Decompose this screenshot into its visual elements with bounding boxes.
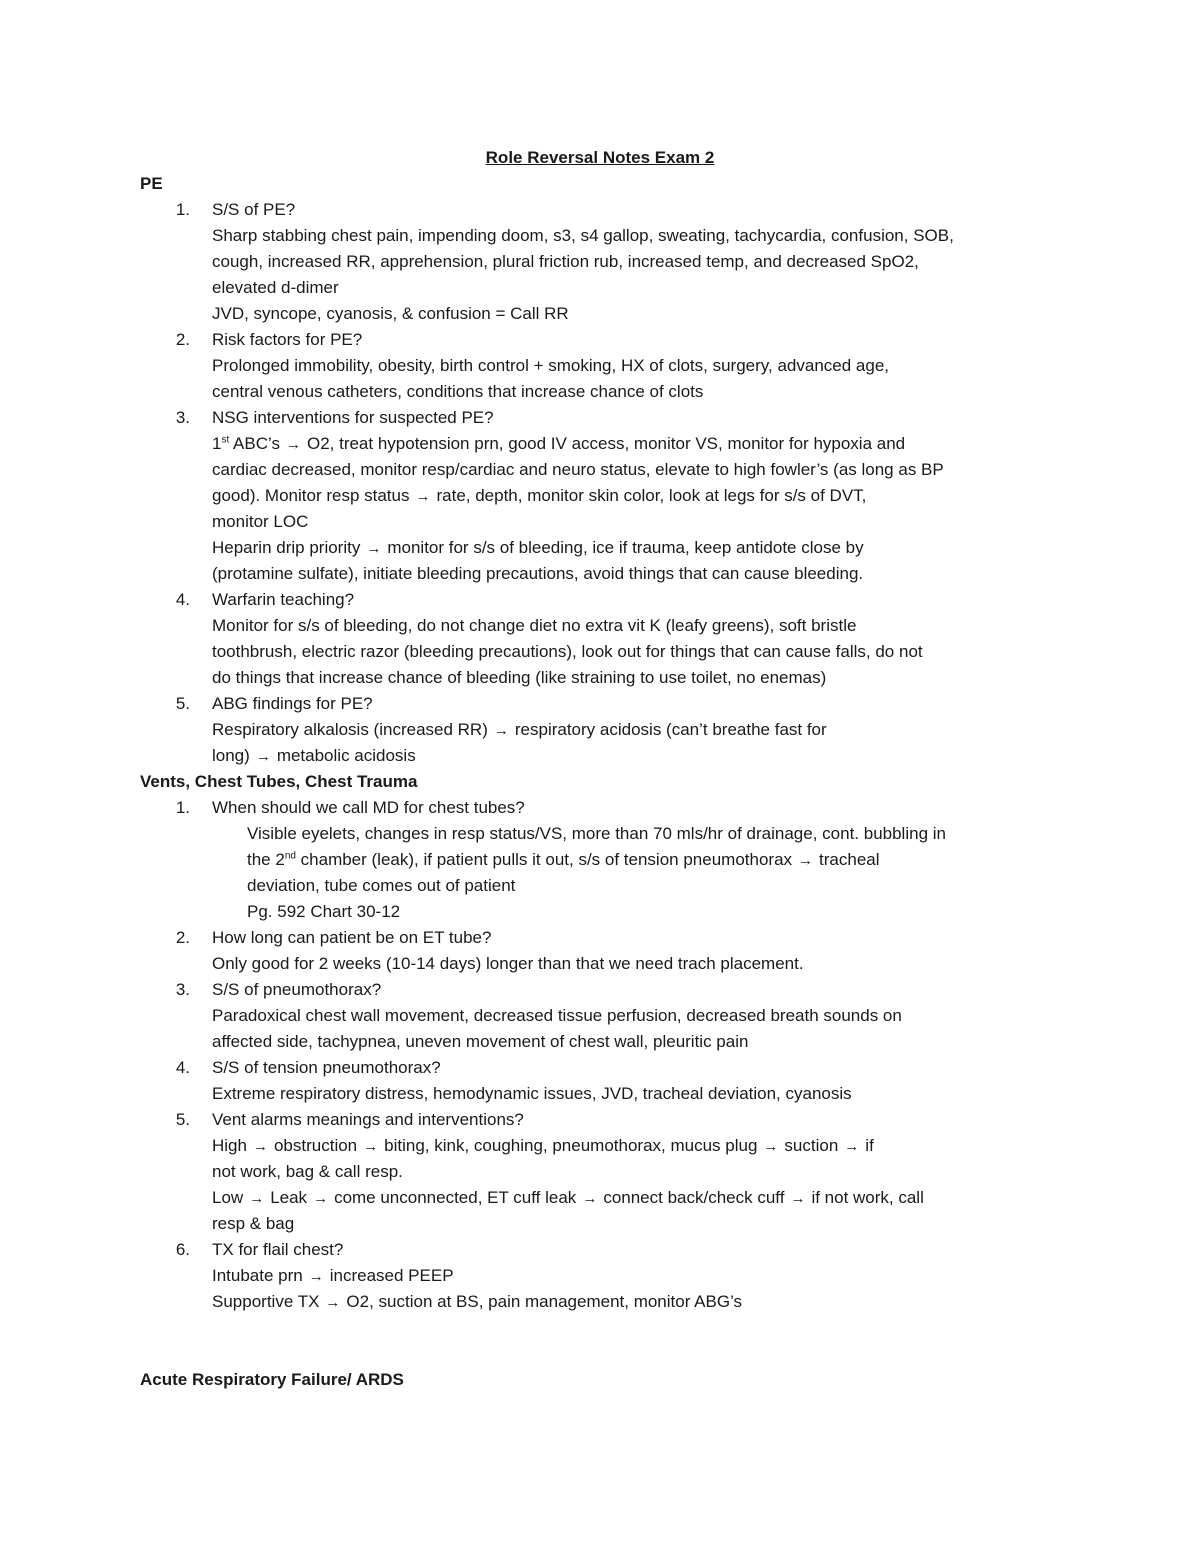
arrow-right-icon: → (844, 1138, 860, 1155)
answer-line: cough, increased RR, apprehension, plural friction rub, increased temp, and decreased SpO2, (212, 252, 919, 271)
answer-line: Paradoxical chest wall movement, decreased tissue perfusion, decreased breath sounds on (212, 1006, 902, 1025)
answer-line: JVD, syncope, cyanosis, & confusion = Call RR (212, 304, 569, 323)
answer-line: elevated d-dimer (212, 278, 339, 297)
arrow-right-icon: → (249, 1190, 265, 1207)
arrow-right-icon: → (366, 540, 382, 557)
answer-line: Respiratory alkalosis (increased RR) → respiratory acidosis (can’t breathe fast for (212, 717, 827, 743)
arrow-right-icon: → (763, 1138, 779, 1155)
list-item-number: 6. (175, 1240, 190, 1259)
list-item-number: 4. (175, 1058, 190, 1077)
arrow-right-icon: → (252, 1138, 268, 1155)
question-text: Vent alarms meanings and interventions? (212, 1110, 524, 1129)
arrow-right-icon: → (308, 1268, 324, 1285)
list-item-number: 2. (175, 928, 190, 947)
answer-line: central venous catheters, conditions that increase chance of clots (212, 382, 704, 401)
arrow-right-icon: → (325, 1294, 341, 1311)
answer-line: Heparin drip priority → monitor for s/s of bleeding, ice if trauma, keep antidote close by (212, 535, 864, 561)
answer-line: (protamine sulfate), initiate bleeding precautions, avoid things that can cause bleeding. (212, 564, 864, 583)
page-title: Role Reversal Notes Exam 2 (485, 148, 715, 167)
answer-line: affected side, tachypnea, uneven movement of chest wall, pleuritic pain (212, 1032, 749, 1051)
answer-line: Only good for 2 weeks (10-14 days) longer than that we need trach placement. (212, 954, 804, 973)
list-item-number: 3. (175, 980, 190, 999)
answer-line: the 2nd chamber (leak), if patient pulls it out, s/s of tension pneumothorax → tracheal (247, 847, 880, 873)
arrow-right-icon: → (582, 1190, 598, 1207)
arrow-right-icon: → (285, 436, 301, 453)
arrow-right-icon: → (415, 488, 431, 505)
answer-line: High → obstruction → biting, kink, coughing, pneumothorax, mucus plug → suction → if (212, 1133, 874, 1159)
answer-line: deviation, tube comes out of patient (247, 876, 516, 895)
answer-line: Prolonged immobility, obesity, birth control + smoking, HX of clots, surgery, advanced age, (212, 356, 890, 375)
answer-line: not work, bag & call resp. (212, 1162, 403, 1181)
answer-line: Low → Leak → come unconnected, ET cuff leak → connect back/check cuff → if not work, call (212, 1185, 924, 1211)
question-text: Risk factors for PE? (212, 330, 363, 349)
answer-line: Monitor for s/s of bleeding, do not change diet no extra vit K (leafy greens), soft bristle (212, 616, 857, 635)
arrow-right-icon: → (313, 1190, 329, 1207)
arrow-right-icon: → (255, 748, 271, 765)
section-heading-ards: Acute Respiratory Failure/ ARDS (140, 1370, 404, 1389)
arrow-right-icon: → (790, 1190, 806, 1207)
arrow-right-icon: → (363, 1138, 379, 1155)
list-item-number: 3. (175, 408, 190, 427)
list-item-number: 1. (175, 200, 190, 219)
answer-line: Visible eyelets, changes in resp status/VS, more than 70 mls/hr of drainage, cont. bubbling in (247, 824, 946, 843)
answer-line: resp & bag (212, 1214, 295, 1233)
question-text: Warfarin teaching? (212, 590, 355, 609)
question-text: TX for flail chest? (212, 1240, 344, 1259)
answer-line: Pg. 592 Chart 30-12 (247, 902, 401, 921)
question-text: When should we call MD for chest tubes? (212, 798, 525, 817)
arrow-right-icon: → (493, 722, 509, 739)
answer-line: Supportive TX → O2, suction at BS, pain management, monitor ABG’s (212, 1289, 742, 1315)
question-text: NSG interventions for suspected PE? (212, 408, 494, 427)
answer-line: monitor LOC (212, 512, 309, 531)
answer-line: Extreme respiratory distress, hemodynamic issues, JVD, tracheal deviation, cyanosis (212, 1084, 852, 1103)
answer-line: long) → metabolic acidosis (212, 743, 416, 769)
question-text: S/S of tension pneumothorax? (212, 1058, 441, 1077)
answer-line: good). Monitor resp status → rate, depth, monitor skin color, look at legs for s/s of DVT, (212, 483, 866, 509)
answer-line: do things that increase chance of bleeding (like straining to use toilet, no enemas) (212, 668, 827, 687)
list-item-number: 2. (175, 330, 190, 349)
section-heading-pe: PE (140, 174, 163, 193)
list-item-number: 5. (175, 1110, 190, 1129)
answer-line: Sharp stabbing chest pain, impending doom, s3, s4 gallop, sweating, tachycardia, confusion, SOB, (212, 226, 954, 245)
answer-line: toothbrush, electric razor (bleeding precautions), look out for things that can cause falls, do not (212, 642, 923, 661)
question-text: S/S of PE? (212, 200, 296, 219)
list-item-number: 1. (175, 798, 190, 817)
question-text: ABG findings for PE? (212, 694, 373, 713)
answer-line: cardiac decreased, monitor resp/cardiac and neuro status, elevate to high fowler’s (as long as BP (212, 460, 944, 479)
question-text: How long can patient be on ET tube? (212, 928, 492, 947)
question-text: S/S of pneumothorax? (212, 980, 382, 999)
section-heading-vents: Vents, Chest Tubes, Chest Trauma (140, 772, 418, 791)
answer-line: 1st ABC’s → O2, treat hypotension prn, good IV access, monitor VS, monitor for hypoxia and (212, 431, 905, 457)
answer-line: Intubate prn → increased PEEP (212, 1263, 454, 1289)
list-item-number: 5. (175, 694, 190, 713)
list-item-number: 4. (175, 590, 190, 609)
arrow-right-icon: → (798, 852, 814, 869)
